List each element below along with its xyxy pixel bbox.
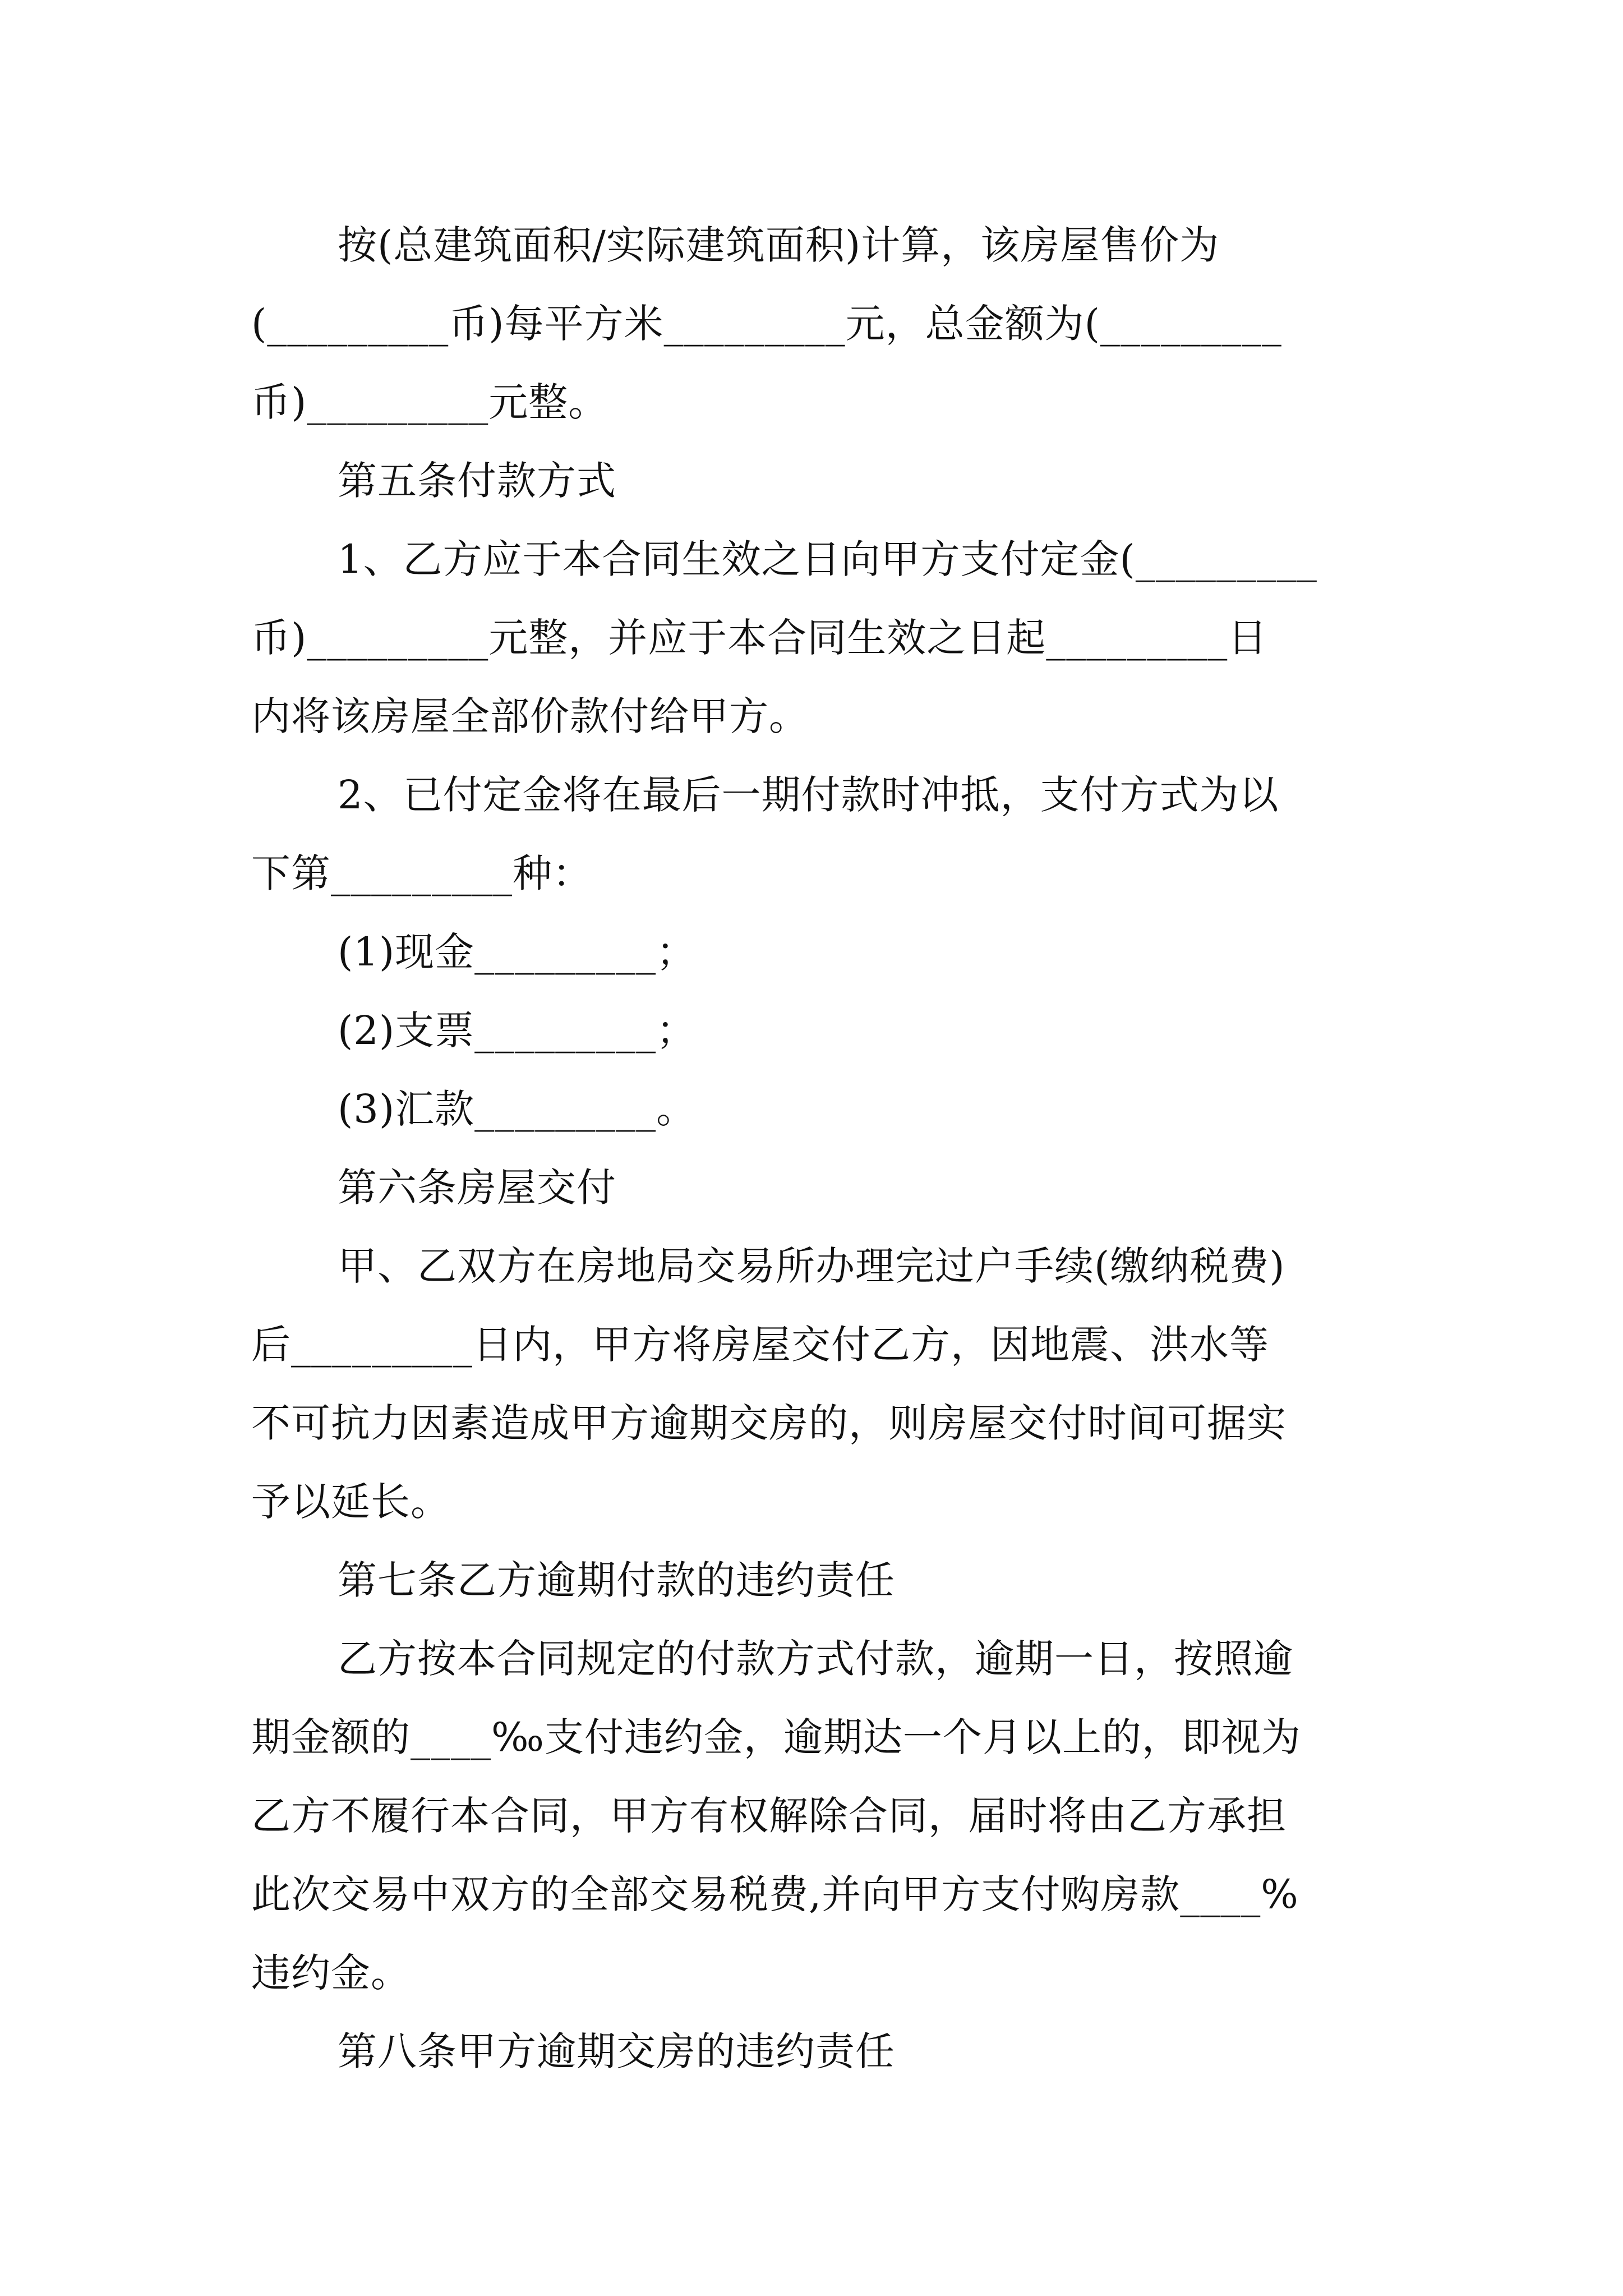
paragraph-line-late-payment-cont-3: 此次交易中双方的全部交易税费,并向甲方支付购房款____% xyxy=(251,1871,1299,1917)
section-heading-article-6: 第六条房屋交付 xyxy=(338,1165,616,1211)
paragraph-line-price-basis: 按(总建筑面积/实际建筑面积)计算，该房屋售价为 xyxy=(338,222,1220,268)
list-item-cash: (1)现金_________； xyxy=(338,929,697,975)
paragraph-line-deposit-cont: 币)_________元整，并应于本合同生效之日起_________日 xyxy=(251,615,1268,661)
paragraph-line-price-per-sqm: (_________币)每平方米_________元，总金额为(_________ xyxy=(251,301,1282,347)
paragraph-line-deposit: 1、乙方应于本合同生效之日向甲方支付定金(_________ xyxy=(338,536,1317,582)
paragraph-line-late-payment-cont: 期金额的____‰支付违约金，逾期达一个月以上的，即视为 xyxy=(251,1714,1301,1760)
paragraph-line-late-payment-cont-2: 乙方不履行本合同，甲方有权解除合同，届时将由乙方承担 xyxy=(251,1793,1287,1839)
paragraph-line-total-amount: 币)_________元整。 xyxy=(251,379,608,425)
list-item-remittance: (3)汇款_________。 xyxy=(338,1086,697,1132)
paragraph-line-handover-cont-2: 不可抗力因素造成甲方逾期交房的，则房屋交付时间可据实 xyxy=(251,1400,1287,1446)
section-heading-article-8: 第八条甲方逾期交房的违约责任 xyxy=(338,2028,895,2074)
paragraph-line-deposit-end: 内将该房屋全部价款付给甲方。 xyxy=(251,693,809,739)
paragraph-line-handover: 甲、乙双方在房地局交易所办理完过户手续(缴纳税费) xyxy=(338,1243,1285,1289)
paragraph-line-payment-method-cont: 下第_________种： xyxy=(251,850,592,896)
paragraph-line-payment-method: 2、已付定金将在最后一期付款时冲抵，支付方式为以 xyxy=(338,772,1279,818)
paragraph-line-late-payment-end: 违约金。 xyxy=(251,1950,411,1996)
section-heading-article-7: 第七条乙方逾期付款的违约责任 xyxy=(338,1557,895,1603)
section-heading-article-5: 第五条付款方式 xyxy=(338,458,616,504)
paragraph-line-handover-cont: 后_________日内，甲方将房屋交付乙方，因地震、洪水等 xyxy=(251,1322,1269,1368)
paragraph-line-late-payment: 乙方按本合同规定的付款方式付款，逾期一日，按照逾 xyxy=(338,1636,1293,1682)
list-item-cheque: (2)支票_________； xyxy=(338,1007,697,1053)
paragraph-line-handover-end: 予以延长。 xyxy=(251,1479,450,1525)
